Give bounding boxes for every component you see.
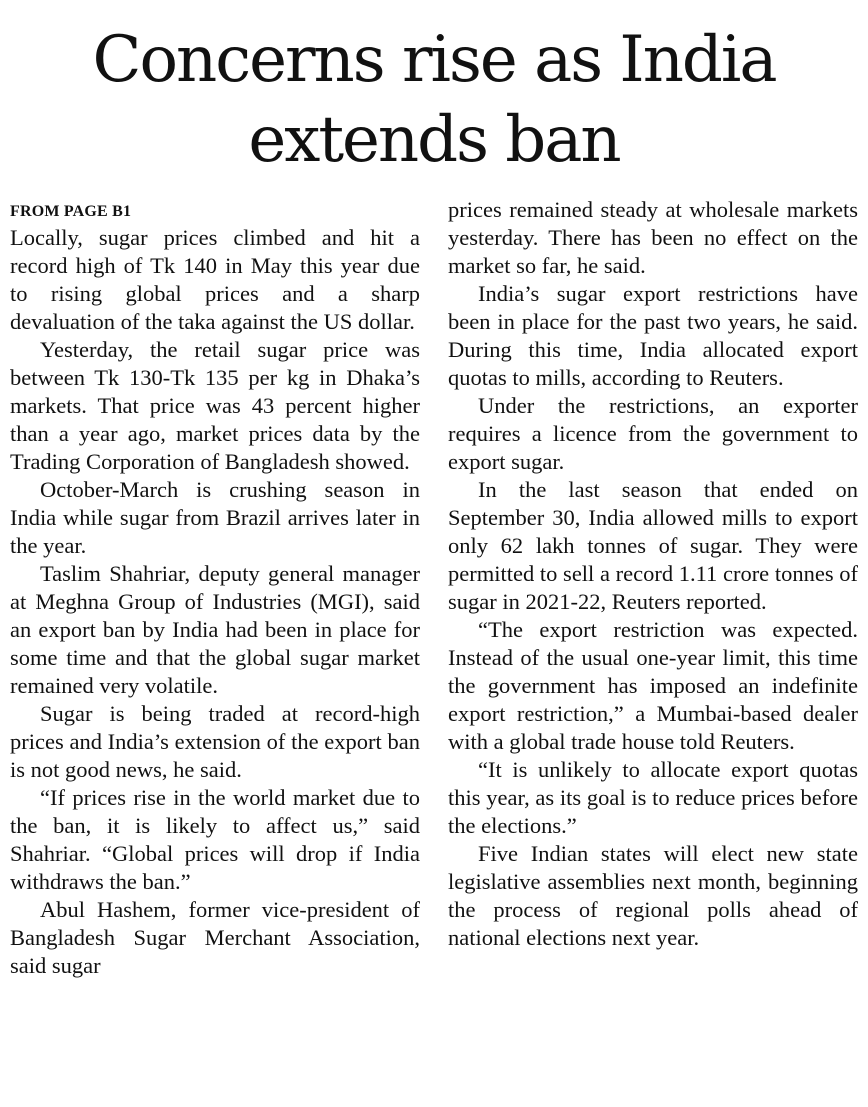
headline: Concerns rise as India extends ban xyxy=(92,23,776,177)
paragraph: “It is unlikely to allocate export quotas this year, as its goal is to reduce prices before the elections.” xyxy=(448,757,858,838)
paragraph: Under the restrictions, an exporter requires a licence from the government to export sugar. xyxy=(448,393,858,474)
article-column-right xyxy=(448,196,858,952)
paragraph: prices remained steady at wholesale markets yesterday. There has been no effect on the market so far, he said. xyxy=(448,197,858,278)
paragraph: “The export restriction was expected. Instead of the usual one-year limit, this time the government has imposed an indefinite export restriction,” a Mumbai-based dealer with a global trade house told Reuters. xyxy=(448,617,858,754)
article-column-left xyxy=(10,200,420,980)
paragraph: Sugar is being traded at record-high prices and India’s extension of the export ban is not good news, he said. xyxy=(10,701,420,782)
paragraph: Five Indian states will elect new state legislative assemblies next month, beginning the process of regional polls ahead of national elections next year. xyxy=(448,841,858,950)
paragraph: October-March is crushing season in India while sugar from Brazil arrives later in the year. xyxy=(10,477,420,558)
paragraph: Taslim Shahriar, deputy general manager at Meghna Group of Industries (MGI), said an export ban by India had been in place for some time and that the global sugar market remained very volatile. xyxy=(10,561,420,698)
paragraph: “If prices rise in the world market due to the ban, it is likely to affect us,” said Shahriar. “Global prices will drop if India withdraws the ban.” xyxy=(10,785,420,894)
continuation-kicker: FROM PAGE B1 xyxy=(10,203,132,220)
paragraph: In the last season that ended on September 30, India allowed mills to export only 62 lakh tonnes of sugar. They were permitted to sell a record 1.11 crore tonnes of sugar in 2021-22, Reuters reported. xyxy=(448,477,858,614)
paragraph: Locally, sugar prices climbed and hit a record high of Tk 140 in May this year due to rising global prices and a sharp devaluation of the taka against the US dollar. xyxy=(10,225,420,334)
paragraph: India’s sugar export restrictions have been in place for the past two years, he said. During this time, India allocated export quotas to mills, according to Reuters. xyxy=(448,281,858,390)
paragraph: Abul Hashem, former vice-president of Bangladesh Sugar Merchant Association, said sugar xyxy=(10,897,420,978)
paragraph: Yesterday, the retail sugar price was between Tk 130-Tk 135 per kg in Dhaka’s markets. That price was 43 percent higher than a year ago, market prices data by the Trading Corporation of Bangladesh showed. xyxy=(10,337,420,474)
